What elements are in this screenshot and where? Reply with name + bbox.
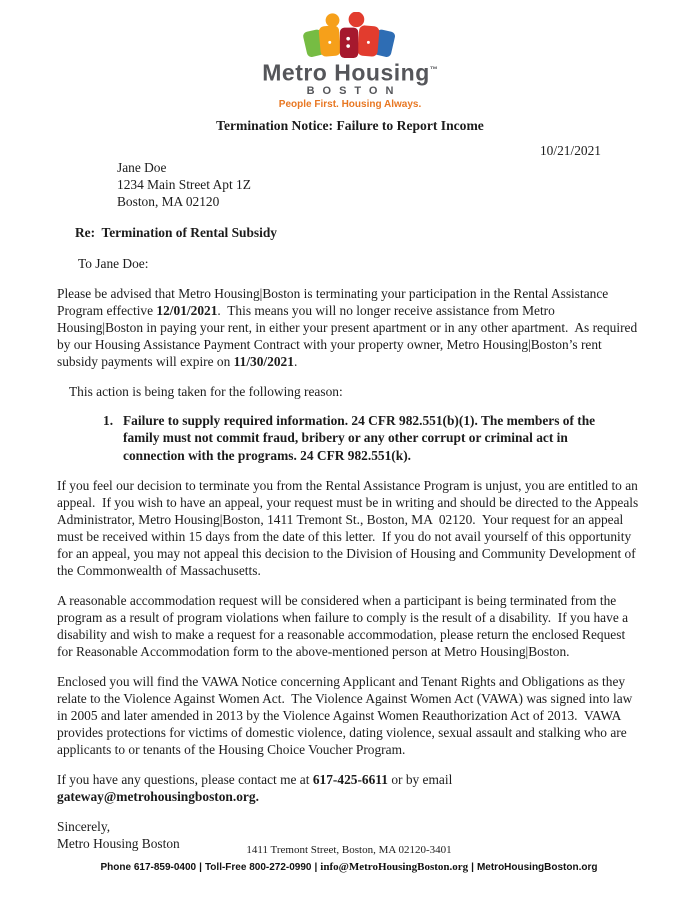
contact-email: gateway@metrohousingboston.org. [57,789,259,805]
recipient-address-block [117,159,643,210]
reason-number: 1. [103,412,114,428]
recipient-city-state-zip: Boston, MA 02120 [117,193,220,209]
logo-tagline: People First. Housing Always. [278,98,422,110]
p1-text-c: . [293,353,298,369]
closing-signer: Metro Housing Boston [57,836,180,852]
contact-phone: 617-425-6611 [312,772,388,788]
metro-housing-logo-icon [300,12,400,58]
footer-separator: | [471,862,474,873]
footer-contacts [0,859,698,876]
footer-separator: | [314,862,318,873]
reason-intro: This action is being taken for the following reason: [69,383,343,399]
paragraph-contact-info [57,771,643,805]
logo-name [57,58,643,85]
letter-date: 10/21/2021 [539,142,601,158]
metro-housing-logo [57,12,643,111]
logo-name-text: Metro Housing [262,59,430,86]
effective-date: 12/01/2021 [156,302,218,318]
p5-text-b: or by email [387,772,456,788]
p1-text-a: Please be advised that Metro Housing|Boston is terminating your participation in the Rental Assistance Program effective [57,285,612,318]
closing-sincerely: Sincerely, [57,819,111,835]
trademark-symbol: ™ [429,65,438,74]
paragraph-appeal-rights: If you feel our decision to terminate you from the Rental Assistance Program is unjust, you are entitled to an appeal. If you wish to have an appeal, your request must be in writing and should be directed to the Appeals Administrator, Metro Housing|Boston, 1411 Tremont St., Boston, MA 02120. Your request for an appeal must be received within 15 days from the date of this letter. If you do not avail yourself of this opportunity for an appeal, you may not appeal this decision to the Division of Housing and Community Development of the Commonwealth of Massachusetts. [57,478,642,579]
footer-email: info@MetroHousingBoston.org [320,861,469,873]
p1-text-b: . This means you will no longer receive assistance from Metro Housing|Boston in paying your rent, in either your present apartment or in any other apartment. As required by our Housing Assistance Payment Contract with your property owner, Metro Housing|Boston’s rent subsidy payments will expire on [57,302,641,369]
paragraph-vawa-notice: Enclosed you will find the VAWA Notice concerning Applicant and Tenant Rights and Obligations as they relate to the Violence Against Women Act. The Violence Against Women Act (VAWA) was signed into law in 2005 and later amended in 2013 by the Violence Against Women Reauthorization Act of 2013. VAWA provides protections for victims of domestic violence, dating violence, sexual assault and stalking who are applicants to or tenants of the Housing Choice Voucher Program. [57,674,636,758]
paragraph-reasonable-accommodation: A reasonable accommodation request will be considered when a participant is being terminated from the program as a result of program violations when failure to comply is the result of a disability. If you have a disability and wish to make a request for a reasonable accommodation, please return the enclosed Request for Reasonable Accommodation form to the above-mentioned person at Metro Housing|Boston. [57,593,632,660]
p5-text-a: If you have any questions, please contact me at [57,772,313,788]
letter-title: Termination Notice: Failure to Report Income [216,117,484,133]
letter-footer [0,842,698,876]
recipient-street: 1234 Main Street Apt 1Z [117,176,251,192]
reason-text: Failure to supply required information. 24 CFR 982.551(b)(1). The members of the family must not commit fraud, bribery or any other corrupt or criminal act in connection with the programs. 24 CFR 982.551(k). [123,412,596,463]
footer-website: MetroHousingBoston.org [476,862,598,873]
recipient-name: Jane Doe [117,159,167,175]
logo-city: BOSTON [306,84,402,97]
reason-list-item [103,412,643,465]
paragraph-termination-notice [57,285,643,370]
footer-phone: Phone 617-859-0400 [100,862,197,873]
footer-tollfree: Toll-Free 800-272-0990 [204,862,312,873]
re-line: Re: Termination of Rental Subsidy [75,224,278,240]
expire-date: 11/30/2021 [233,353,294,369]
salutation: To Jane Doe: [78,255,149,271]
footer-separator: | [199,862,202,873]
footer-address: 1411 Tremont Street, Boston, MA 02120-3401 [246,844,452,856]
